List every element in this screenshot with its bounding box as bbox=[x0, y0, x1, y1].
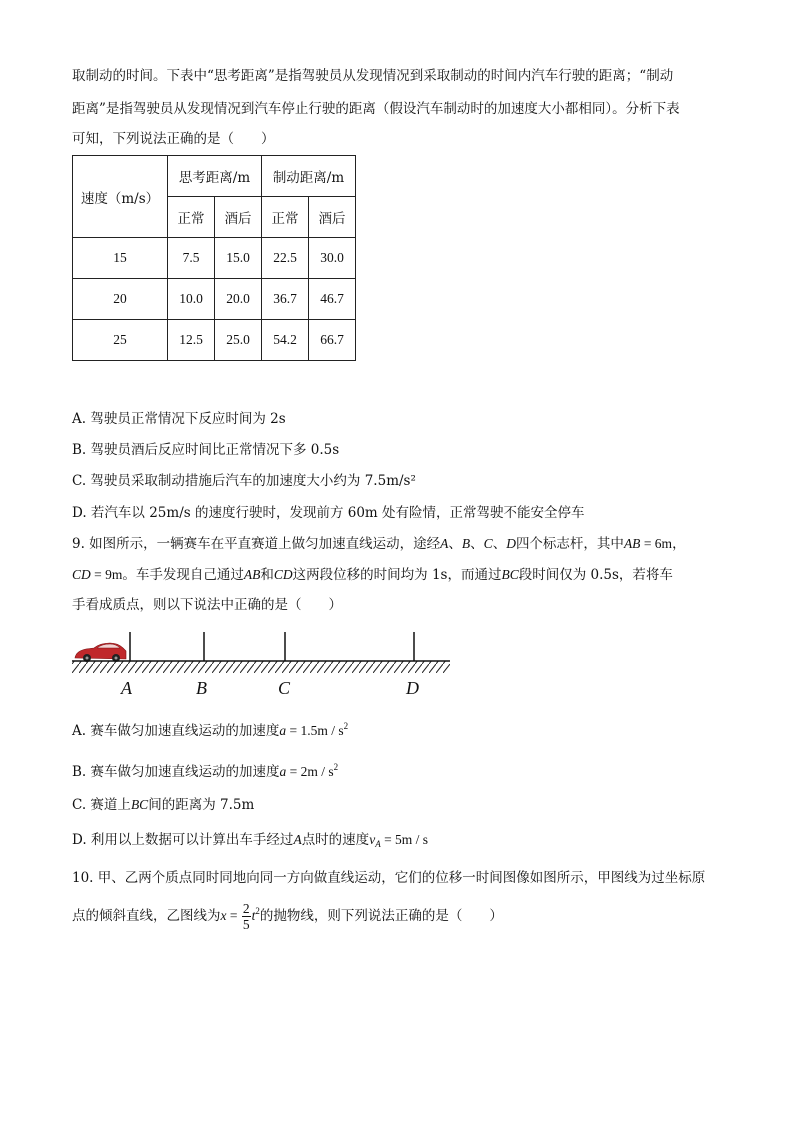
brake-drunk-cell: 46.7 bbox=[309, 279, 356, 320]
q9-option-d: D. 利用以上数据可以计算出车手经过A点时的速度$v_A = 5m / s$ bbox=[72, 832, 429, 849]
q9-line-1: 9. 如图所示，一辆赛车在平直赛道上做匀加速直线运动，途经A、B、C、D四个标志杆，其中AB = 6m， bbox=[72, 536, 686, 552]
brake-normal-cell: 54.2 bbox=[262, 320, 309, 361]
q8-option-b: B. 驾驶员酒后反应时间比正常情况下多 0.5s bbox=[72, 442, 340, 458]
q9-line-2: CD = 9m。车手发现自己通过AB和CD这两段位移的时间均为 1s，而通过BC段时间仅为 0.5s，若将车 bbox=[72, 567, 673, 583]
think-normal-cell: 10.0 bbox=[168, 279, 215, 320]
label-c: C bbox=[278, 678, 291, 698]
think-drunk-cell: 25.0 bbox=[215, 320, 262, 361]
label-a: A bbox=[121, 678, 132, 698]
speed-header: 速度（m/s） bbox=[73, 156, 168, 238]
q9-option-b: B. 赛车做匀加速直线运动的加速度$a = 2m / s^2$ bbox=[72, 762, 339, 780]
distance-table bbox=[72, 155, 356, 361]
think-normal-header: 正常 bbox=[168, 197, 215, 238]
brake-distance-header: 制动距离/m bbox=[262, 156, 356, 197]
racetrack-figure bbox=[72, 628, 452, 704]
q10-line-1: 10. 甲、乙两个质点同时同地向同一方向做直线运动，它们的位移一时间图像如图所示，甲图线为过坐标原 bbox=[72, 870, 706, 886]
think-drunk-cell: 20.0 bbox=[215, 279, 262, 320]
brake-drunk-header: 酒后 bbox=[309, 197, 356, 238]
intro-line-3: 可知，下列说法正确的是（ ） bbox=[72, 131, 275, 147]
table-row bbox=[73, 320, 356, 361]
intro-line-2: 距离”是指驾驶员从发现情况到汽车停止行驶的距离（假设汽车制动时的加速度大小都相同）。分析下表 bbox=[72, 101, 680, 117]
intro-line-1: 取制动的时间。下表中“思考距离”是指驾驶员从发现情况到采取制动的时间内汽车行驶的距离；“制动 bbox=[72, 68, 674, 84]
q8-option-d: D. 若汽车以 25m/s 的速度行驶时，发现前方 60m 处有险情，正常驾驶不能安全停车 bbox=[72, 505, 585, 521]
brake-normal-cell: 22.5 bbox=[262, 238, 309, 279]
brake-drunk-cell: 30.0 bbox=[309, 238, 356, 279]
brake-normal-cell: 36.7 bbox=[262, 279, 309, 320]
speed-cell: 20 bbox=[73, 279, 168, 320]
q8-option-a: A. 驾驶员正常情况下反应时间为 2s bbox=[72, 411, 286, 427]
think-drunk-cell: 15.0 bbox=[215, 238, 262, 279]
brake-normal-header: 正常 bbox=[262, 197, 309, 238]
think-normal-cell: 7.5 bbox=[168, 238, 215, 279]
think-distance-header: 思考距离/m bbox=[168, 156, 262, 197]
speed-cell: 25 bbox=[73, 320, 168, 361]
q8-option-c: C. 驾驶员采取制动措施后汽车的加速度大小约为 7.5m/s² bbox=[72, 473, 416, 489]
track-ground-hatch bbox=[72, 661, 450, 673]
think-normal-cell: 12.5 bbox=[168, 320, 215, 361]
label-d: D bbox=[406, 678, 419, 698]
fraction: $\frac{2}{5}$ bbox=[242, 901, 250, 932]
speed-cell: 15 bbox=[73, 238, 168, 279]
label-b: B bbox=[196, 678, 207, 698]
think-drunk-header: 酒后 bbox=[215, 197, 262, 238]
q9-option-c: C. 赛道上BC间的距离为 7.5m bbox=[72, 797, 255, 813]
q10-line-2: 点的倾斜直线，乙图线为x = $\frac{2}{5}$ $t^2$的抛物线，则下列说法正确的是（ ） bbox=[72, 901, 503, 932]
q9-line-3: 手看成质点，则以下说法中正确的是（ ） bbox=[72, 597, 342, 613]
q9-option-a: A. 赛车做匀加速直线运动的加速度$a = 1.5m / s^2$ bbox=[72, 721, 349, 739]
racecar-icon bbox=[75, 643, 126, 662]
table-row bbox=[73, 238, 356, 279]
brake-drunk-cell: 66.7 bbox=[309, 320, 356, 361]
table-row bbox=[73, 279, 356, 320]
